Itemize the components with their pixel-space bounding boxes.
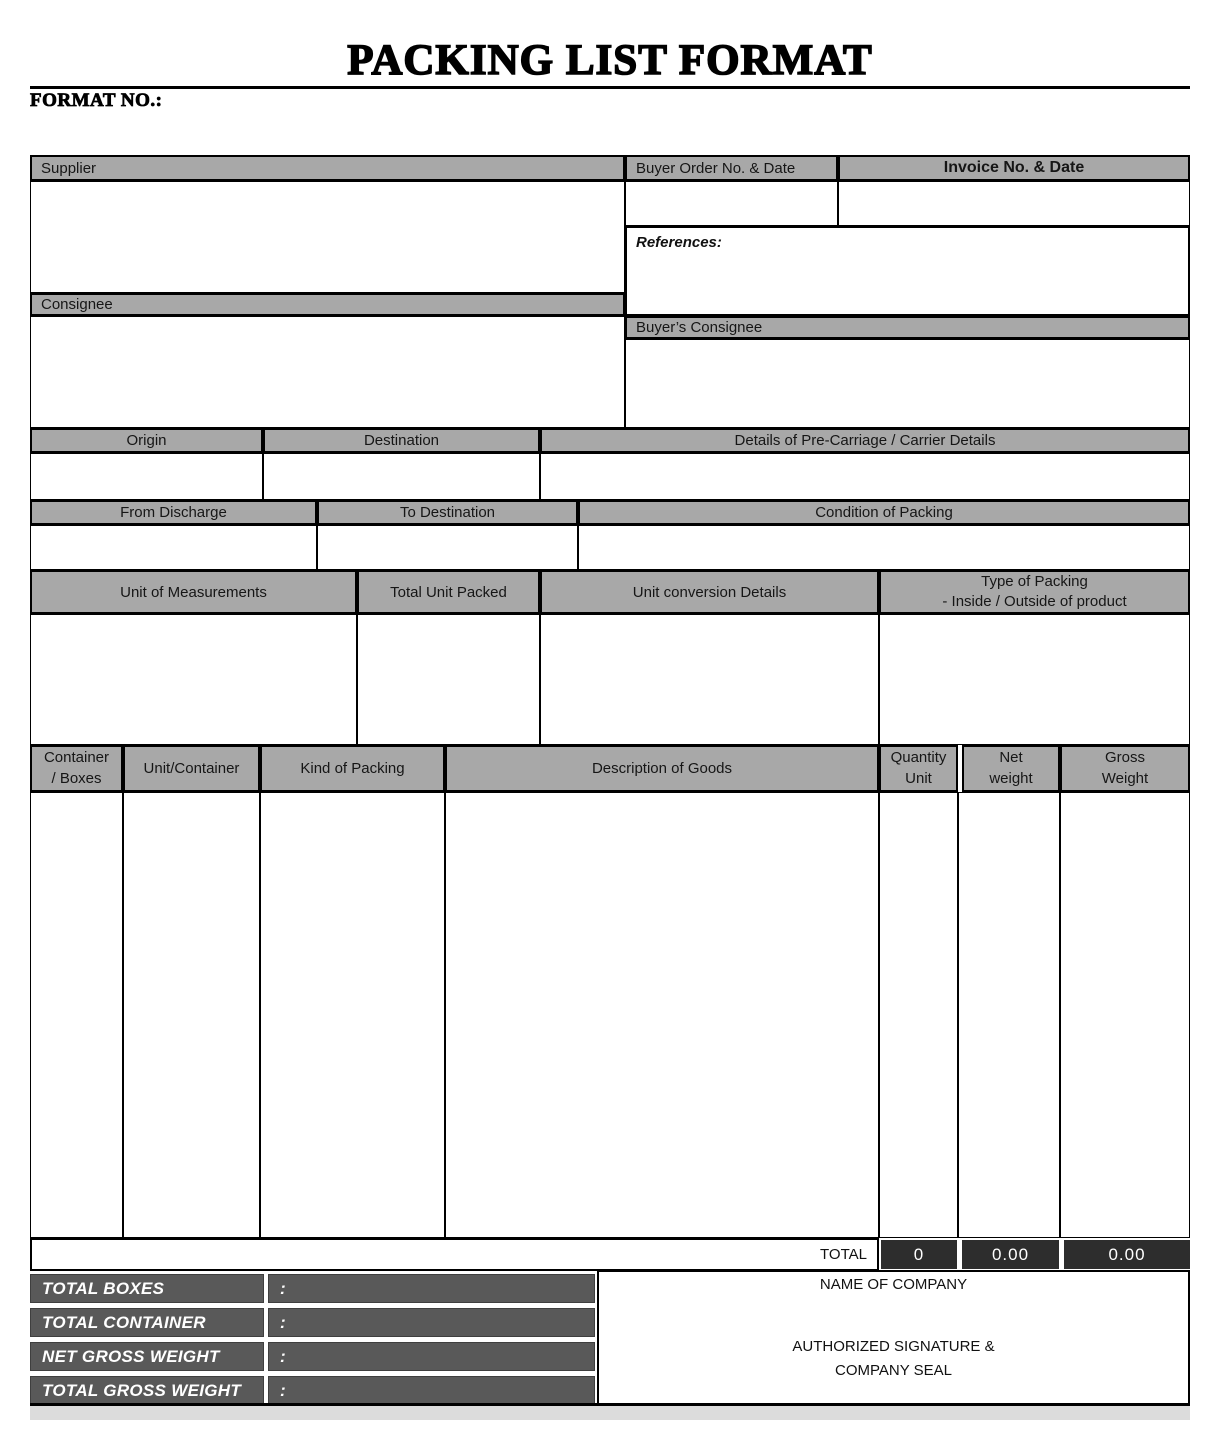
total-unit-packed-header: Total Unit Packed <box>357 570 540 614</box>
table-bottom-shadow <box>30 1406 1190 1420</box>
total-unit-packed-field[interactable] <box>357 614 540 745</box>
consignee-header: Consignee <box>30 293 625 316</box>
title-rule <box>30 86 1190 89</box>
references-label: References: <box>636 234 722 251</box>
to-destination-field[interactable] <box>317 525 578 570</box>
summary-label-total-boxes: TOTAL BOXES <box>30 1274 264 1303</box>
supplier-field[interactable] <box>30 181 625 293</box>
goods-col-header-line: Weight <box>1101 769 1149 787</box>
summary-label-net-gross-weight: NET GROSS WEIGHT <box>30 1342 264 1371</box>
page-title: PACKING LIST FORMAT <box>347 37 873 84</box>
goods-col-header-kind-of-packing: Kind of Packing <box>260 745 445 792</box>
goods-col-header-line: / Boxes <box>51 769 102 787</box>
to-destination-header: To Destination <box>317 500 578 525</box>
authorized-signature-line2: COMPANY SEAL <box>835 1362 952 1380</box>
summary-label-total-container: TOTAL CONTAINER <box>30 1308 264 1337</box>
invoice-header: Invoice No. & Date <box>838 155 1190 181</box>
goods-col-header-quantity-unit <box>879 745 958 792</box>
total-quantity-value: 0 <box>881 1240 957 1269</box>
precarriage-header: Details of Pre-Carriage / Carrier Details <box>540 428 1190 453</box>
authorized-signature-label <box>792 1335 994 1405</box>
references-field[interactable] <box>625 226 1190 316</box>
invoice-field[interactable] <box>838 181 1190 226</box>
goods-col-field-kind-of-packing[interactable] <box>260 792 445 1238</box>
condition-of-packing-field[interactable] <box>578 525 1190 570</box>
unit-of-measurements-header: Unit of Measurements <box>30 570 357 614</box>
goods-col-header-line: weight <box>989 769 1033 787</box>
goods-col-header-net-weight <box>962 745 1060 792</box>
format-no-label: FORMAT NO.: <box>30 90 163 111</box>
authorized-signature-line1: AUTHORIZED SIGNATURE & <box>792 1337 995 1355</box>
goods-col-field-unit-container[interactable] <box>123 792 260 1238</box>
buyer-order-header: Buyer Order No. & Date <box>625 155 838 181</box>
destination-header: Destination <box>263 428 540 453</box>
total-label: TOTAL <box>820 1246 867 1263</box>
consignee-field[interactable] <box>30 316 625 428</box>
goods-col-field-container-boxes[interactable] <box>30 792 123 1238</box>
destination-field[interactable] <box>263 453 540 500</box>
goods-col-header-line: Unit <box>905 769 932 787</box>
summary-value-net-gross-weight[interactable]: : <box>268 1342 595 1371</box>
type-of-packing-line2: - Inside / Outside of product <box>942 593 1127 610</box>
company-signature-box <box>597 1270 1190 1406</box>
goods-col-header-line: Gross <box>1104 749 1145 767</box>
unit-of-measurements-field[interactable] <box>30 614 357 745</box>
origin-field[interactable] <box>30 453 263 500</box>
company-name-label: NAME OF COMPANY <box>819 1276 968 1293</box>
buyers-consignee-header: Buyer’s Consignee <box>625 316 1190 339</box>
goods-col-field-net-weight[interactable] <box>958 792 1060 1238</box>
goods-col-header-unit-container: Unit/Container <box>123 745 260 792</box>
unit-conversion-header: Unit conversion Details <box>540 570 879 614</box>
goods-col-header-line: Net <box>999 749 1023 767</box>
summary-value-total-gross-weight[interactable]: : <box>268 1376 595 1405</box>
total-row <box>30 1238 879 1271</box>
type-of-packing-field[interactable] <box>879 614 1190 745</box>
total-net-weight-value: 0.00 <box>962 1240 1059 1269</box>
goods-col-field-gross-weight[interactable] <box>1060 792 1190 1238</box>
condition-of-packing-header: Condition of Packing <box>578 500 1190 525</box>
goods-col-header-line: Quantity <box>890 749 947 767</box>
summary-value-total-container[interactable]: : <box>268 1308 595 1337</box>
summary-label-total-gross-weight: TOTAL GROSS WEIGHT <box>30 1376 264 1405</box>
type-of-packing-line1: Type of Packing <box>981 572 1088 590</box>
total-gross-weight-value: 0.00 <box>1064 1240 1190 1269</box>
goods-col-field-quantity-unit[interactable] <box>879 792 958 1238</box>
goods-col-header-container-boxes <box>30 745 123 792</box>
buyer-order-field[interactable] <box>625 181 838 226</box>
goods-col-header-description: Description of Goods <box>445 745 879 792</box>
precarriage-field[interactable] <box>540 453 1190 500</box>
buyers-consignee-field[interactable] <box>625 339 1190 428</box>
from-discharge-header: From Discharge <box>30 500 317 525</box>
unit-conversion-field[interactable] <box>540 614 879 745</box>
summary-value-total-boxes[interactable]: : <box>268 1274 595 1303</box>
type-of-packing-header <box>879 570 1190 614</box>
from-discharge-field[interactable] <box>30 525 317 570</box>
origin-header: Origin <box>30 428 263 453</box>
supplier-header: Supplier <box>30 155 625 181</box>
goods-col-field-description[interactable] <box>445 792 879 1238</box>
goods-col-header-line: Container <box>43 749 110 767</box>
goods-col-header-gross-weight <box>1060 745 1190 792</box>
